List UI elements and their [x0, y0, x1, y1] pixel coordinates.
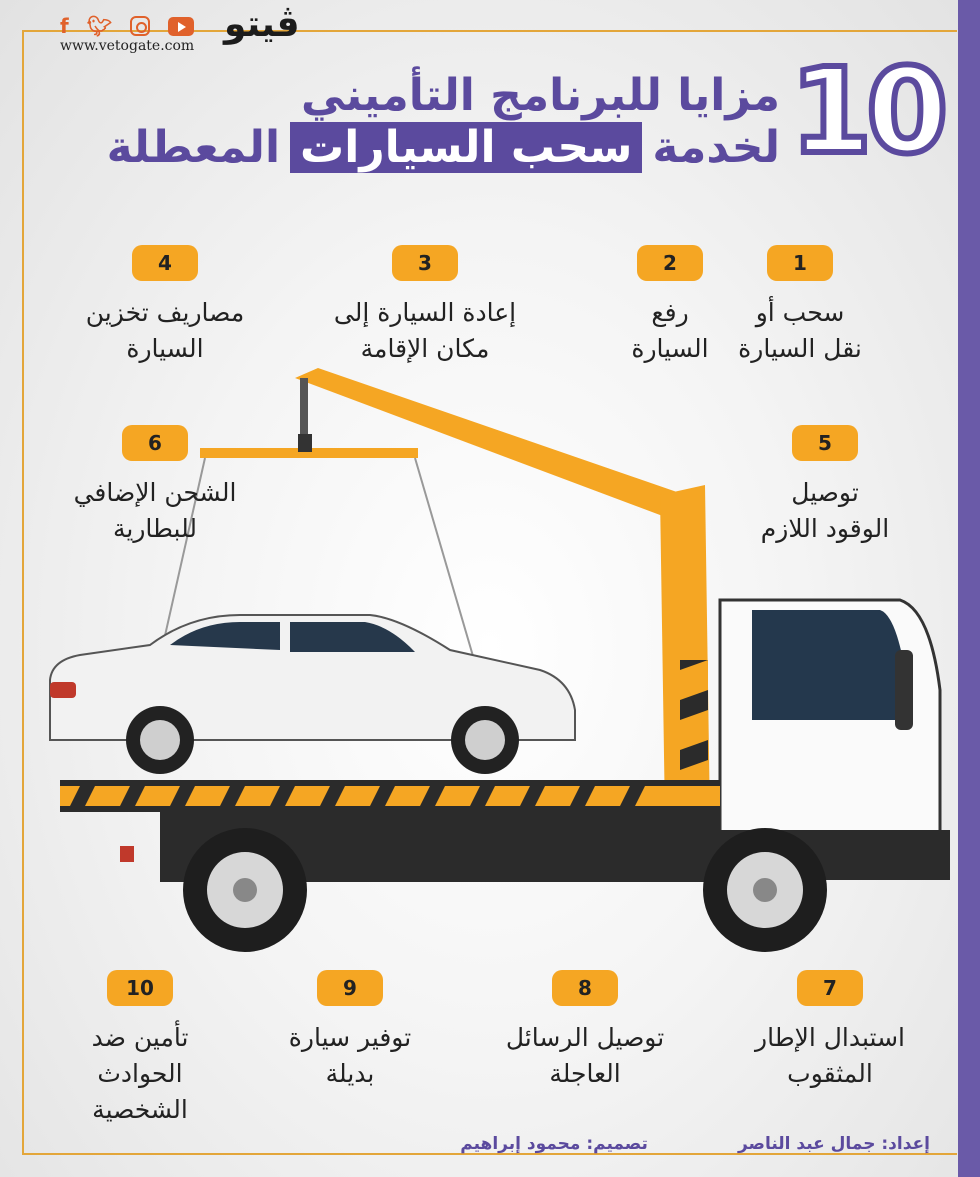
flatbed-icon	[60, 780, 720, 882]
website-url[interactable]: www.vetogate.com	[60, 38, 195, 54]
social-icons	[60, 14, 194, 38]
benefit-label-5: توصيل الوقود اللازم	[760, 478, 890, 543]
benefit-badge-4: 4	[132, 245, 198, 281]
benefit-item-8	[475, 970, 695, 1092]
benefit-label-10: تأمين ضد الحوادث الشخصية	[91, 1023, 189, 1124]
facebook-icon[interactable]: f	[60, 14, 69, 38]
title-highlight: سحب السيارات	[290, 122, 642, 173]
side-bar	[958, 0, 980, 1177]
twitter-icon[interactable]: 🐦︎	[86, 14, 113, 38]
title-line2	[107, 122, 780, 173]
prepared-by: إعداد: جمال عبد الناصر	[737, 1134, 930, 1154]
title-number: 10	[790, 42, 943, 180]
benefit-badge-7: 7	[797, 970, 863, 1006]
logo: ڤيتو	[224, 4, 300, 45]
benefit-label-9: توفير سيارة بديلة	[288, 1023, 412, 1088]
benefit-badge-9: 9	[317, 970, 383, 1006]
benefit-badge-2: 2	[637, 245, 703, 281]
title-suffix: المعطلة	[106, 122, 281, 173]
benefit-label-7: استبدال الإطار المثقوب	[755, 1023, 905, 1088]
benefit-label-8: توصيل الرسائل العاجلة	[505, 1023, 665, 1088]
benefit-badge-1: 1	[767, 245, 833, 281]
youtube-icon[interactable]	[168, 17, 194, 36]
instagram-icon[interactable]	[130, 16, 150, 36]
car-icon	[50, 615, 575, 774]
benefit-label-6: الشحن الإضافي للبطارية	[73, 478, 237, 543]
benefit-label-3: إعادة السيارة إلى مكان الإقامة	[333, 298, 517, 363]
designed-by: تصميم: محمود إبراهيم	[460, 1134, 648, 1154]
benefit-label-1: سحب أو نقل السيارة	[738, 298, 862, 363]
benefit-item-5	[725, 425, 925, 547]
benefit-label-2: رفع السيارة	[631, 298, 709, 363]
benefit-badge-10: 10	[107, 970, 173, 1006]
benefit-item-6	[45, 425, 265, 547]
title-line1: مزايا للبرنامج التأميني	[301, 70, 780, 121]
benefit-badge-5: 5	[792, 425, 858, 461]
credits	[460, 1134, 930, 1154]
benefit-label-4: مصاريف تخزين السيارة	[85, 298, 245, 363]
title-prefix: لخدمة	[652, 122, 780, 173]
benefit-item-7	[720, 970, 940, 1092]
benefit-item-9	[260, 970, 440, 1092]
benefit-item-4	[60, 245, 270, 367]
benefit-badge-8: 8	[552, 970, 618, 1006]
benefit-item-3	[310, 245, 540, 367]
benefit-item-2	[600, 245, 740, 367]
benefit-item-10	[60, 970, 220, 1128]
benefit-badge-6: 6	[122, 425, 188, 461]
benefit-badge-3: 3	[392, 245, 458, 281]
